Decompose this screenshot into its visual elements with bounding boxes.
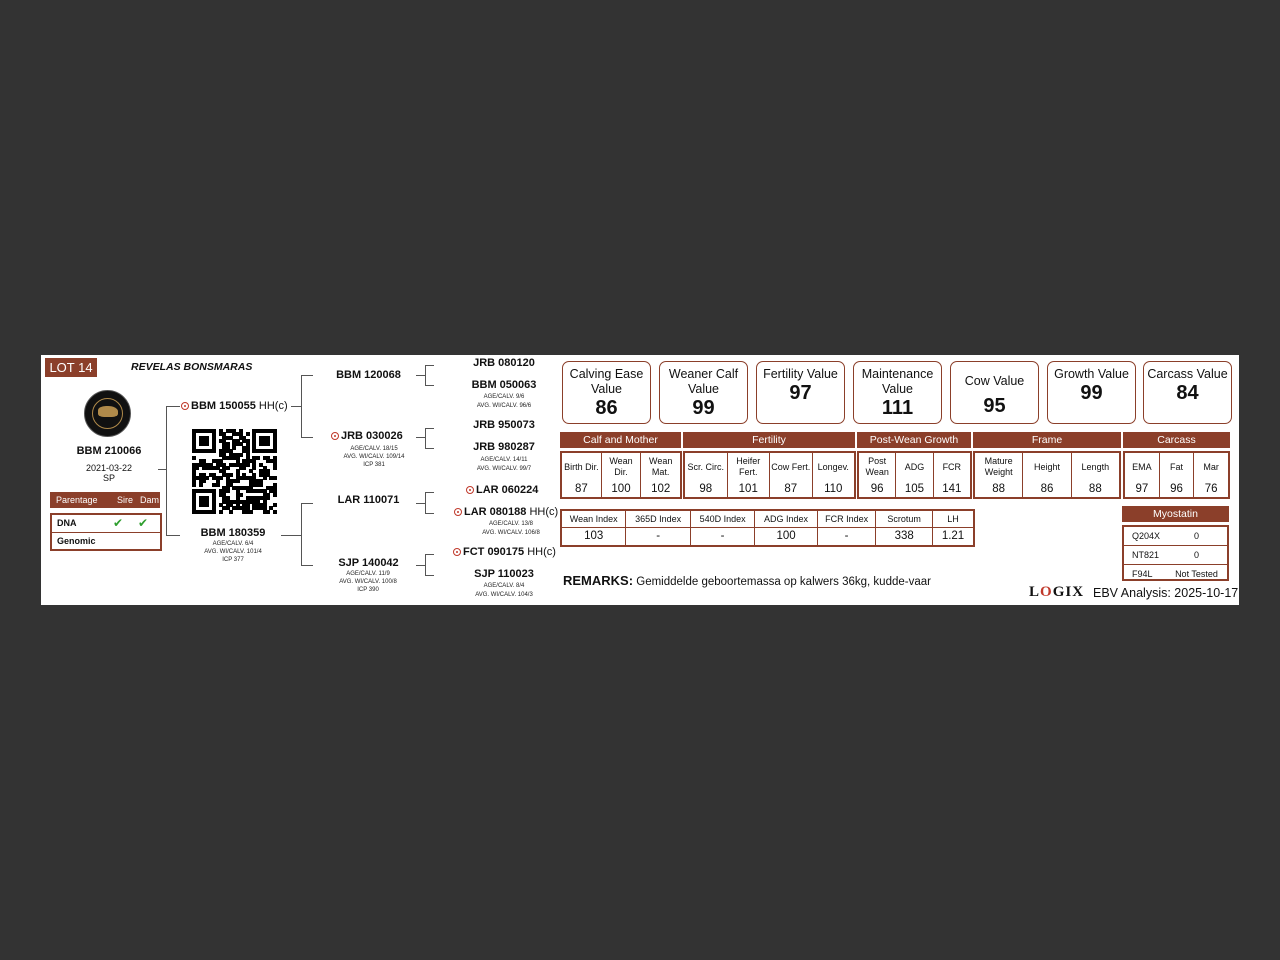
index-cell-value: - — [720, 530, 725, 542]
qr-module — [199, 483, 203, 487]
myostatin-table — [1122, 525, 1229, 581]
qr-code-icon[interactable] — [192, 429, 276, 513]
ebv-cell-value: 101 — [738, 483, 758, 495]
pedigree-connector — [425, 428, 426, 449]
ebv-cell-label: ADG — [904, 461, 925, 472]
parentage-sire-label: Sire — [117, 495, 134, 505]
section-post-wean — [857, 451, 972, 499]
qr-module — [273, 466, 277, 470]
index-cell — [933, 511, 973, 545]
ebv-cell-value: 88 — [1088, 483, 1102, 495]
myostatin-row — [1124, 565, 1227, 583]
value-box-value: 95 — [983, 395, 1006, 417]
value-box-value: 99 — [1080, 382, 1103, 404]
ssd-id[interactable]: BBM 050063 — [471, 379, 537, 391]
value-box — [950, 361, 1039, 424]
pedigree-connector — [291, 406, 301, 407]
qr-module — [229, 510, 233, 514]
ebv-cell-value: 110 — [824, 483, 843, 495]
pedigree-connector — [425, 448, 434, 449]
dam-sire-id[interactable]: LAR 110071 — [337, 494, 400, 506]
brand-rest: GIX — [1052, 584, 1085, 600]
value-box-label: Calving Ease Value — [569, 367, 644, 396]
breed-code: SP — [102, 473, 115, 483]
sire-id: BBM 150055 — [191, 400, 256, 412]
qr-module — [212, 449, 216, 453]
ebv-cell-label: Birth Dir. — [564, 461, 599, 472]
ebv-cell-label: Scr. Circ. — [687, 461, 724, 472]
index-cell — [818, 511, 877, 545]
ebv-cell-value: 87 — [574, 483, 588, 495]
ebv-cell-value: 100 — [611, 483, 631, 495]
dam-dam-icp: ICP 390 — [357, 587, 379, 593]
pedigree-connector — [425, 492, 426, 514]
index-cell-label: Scrotum — [876, 511, 932, 528]
section-fertility-title: Fertility — [683, 432, 855, 448]
index-cell-label: 365D Index — [626, 511, 689, 528]
qr-module — [205, 503, 209, 507]
qr-module — [236, 479, 240, 483]
myostatin-key: Q204X — [1132, 531, 1161, 541]
sire-dam-icp: ICP 381 — [363, 462, 385, 468]
value-box — [853, 361, 942, 424]
ebv-cell-value: 141 — [942, 483, 962, 495]
lot-card — [41, 355, 1239, 605]
qr-module — [249, 510, 253, 514]
ddd-id[interactable]: SJP 110023 — [474, 568, 534, 580]
remarks — [563, 572, 933, 591]
index-cell-label: FCR Index — [818, 511, 876, 528]
ebv-cell-label: EMA — [1132, 461, 1152, 472]
ebv-cell — [641, 453, 680, 497]
ebv-cell-label: Fat — [1170, 461, 1184, 472]
section-fertility — [683, 451, 856, 499]
pedigree-connector — [301, 503, 302, 566]
ebv-cell-label: Longev. — [817, 461, 849, 472]
sdd-age: AGE/CALV. 14/11 — [480, 457, 528, 463]
section-calf-mother-title: Calf and Mother — [560, 432, 681, 448]
myostatin-key: NT821 — [1132, 550, 1160, 560]
ebv-cell-label: Cow Fert. — [771, 461, 811, 472]
section-calf-mother — [560, 451, 682, 499]
section-frame-title: Frame — [973, 432, 1121, 448]
qr-module — [212, 510, 216, 514]
sds-id[interactable]: JRB 950073 — [473, 419, 535, 431]
pedigree-connector — [416, 375, 425, 376]
value-box — [562, 361, 651, 424]
ebv-cell-value: 98 — [699, 483, 713, 495]
ebv-cell-label: Wean Mat. — [649, 456, 673, 477]
index-cell-label: 540D Index — [691, 511, 754, 528]
value-box-value: 97 — [789, 382, 812, 404]
index-cell-value: - — [844, 530, 849, 542]
sire-dam-id: JRB 030026 — [341, 430, 403, 442]
index-cell — [562, 511, 626, 545]
qr-module — [273, 476, 277, 480]
parentage-row-label: DNA — [57, 518, 77, 528]
target-icon — [453, 548, 461, 556]
pedigree-connector — [425, 554, 434, 555]
ssd-weight: AVG. WI/CALV. 96/6 — [476, 403, 532, 409]
sdd-id[interactable]: JRB 980287 — [473, 441, 535, 453]
parentage-row-genomic — [52, 533, 160, 549]
ebv-cell — [975, 453, 1023, 497]
qr-module — [192, 483, 196, 487]
index-cell-value: 1.21 — [941, 530, 965, 542]
value-box-label: Growth Value — [1054, 367, 1129, 381]
value-box — [659, 361, 748, 424]
ebv-cell-value: 96 — [870, 483, 884, 495]
myostatin-value: 0 — [1193, 531, 1199, 541]
value-box-value: 84 — [1176, 382, 1199, 404]
qr-module — [219, 510, 223, 514]
qr-module — [266, 510, 270, 514]
dam-weight: AVG. WI/CALV. 101/4 — [204, 549, 262, 555]
ebv-cell — [934, 453, 970, 497]
pedigree-connector — [166, 406, 180, 407]
ebv-cell-label: Length — [1081, 461, 1110, 472]
ebv-cell-value: 87 — [784, 483, 798, 495]
index-cell — [691, 511, 755, 545]
pedigree-connector — [301, 565, 313, 566]
ebv-cell — [1072, 453, 1119, 497]
sss-id[interactable]: JRB 080120 — [473, 357, 535, 369]
ebv-cell — [859, 453, 896, 497]
ebv-cell — [770, 453, 813, 497]
qr-module — [242, 466, 246, 470]
ebv-cell — [813, 453, 855, 497]
ebv-cell — [602, 453, 642, 497]
dss-id: LAR 060224 — [476, 484, 539, 496]
bull-logo-shape — [98, 406, 118, 417]
pedigree-connector — [301, 503, 313, 504]
pedigree-connector — [425, 492, 434, 493]
ebv-cell — [685, 453, 728, 497]
ebv-cell-label: FCR — [942, 461, 962, 472]
dsd-age: AGE/CALV. 13/8 — [488, 521, 534, 527]
pedigree-connector — [166, 535, 180, 536]
value-box-value: 86 — [595, 397, 618, 419]
pedigree-connector — [281, 535, 301, 536]
remarks-label: REMARKS: — [563, 573, 634, 588]
index-cell-label: Wean Index — [562, 511, 625, 528]
pedigree-connector — [425, 575, 434, 576]
qr-module — [259, 483, 263, 487]
qr-module — [273, 449, 277, 453]
section-post-wean-title: Post-Wean Growth — [857, 432, 971, 448]
check-icon: ✔ — [138, 516, 149, 530]
qr-module — [273, 493, 277, 497]
qr-module — [205, 442, 209, 446]
sire-dam-age: AGE/CALV. 18/15 — [350, 446, 398, 452]
ebv-cell-value: 105 — [904, 483, 925, 495]
section-carcass-title: Carcass — [1123, 432, 1230, 448]
myostatin-row — [1124, 527, 1227, 546]
ebv-cell — [728, 453, 771, 497]
parentage-row-label: Genomic — [57, 536, 96, 546]
ssd-age: AGE/CALV. 9/6 — [483, 394, 525, 400]
pedigree-connector — [301, 375, 313, 376]
dss[interactable] — [466, 484, 538, 496]
target-icon — [466, 486, 474, 494]
brand-l: L — [1029, 584, 1041, 600]
farm-name: REVELAS BONSMARAS — [131, 361, 253, 373]
ebv-cell — [896, 453, 933, 497]
value-box-label: Fertility Value — [763, 367, 838, 381]
ebv-cell — [1125, 453, 1160, 497]
parentage-dam-label: Dam — [140, 495, 160, 505]
ebv-cell-value: 97 — [1135, 483, 1149, 495]
dsd-id: LAR 080188 — [464, 506, 527, 518]
value-box-label: Weaner Calf Value — [668, 367, 739, 396]
index-cell — [626, 511, 690, 545]
value-box — [1143, 361, 1232, 424]
sire-sire-id[interactable]: BBM 120068 — [336, 369, 401, 381]
dam-icp: ICP 377 — [222, 557, 244, 563]
index-cell-label: LH — [933, 511, 973, 528]
ebv-cell-label: Wean Dir. — [609, 456, 633, 477]
ebv-cell — [1023, 453, 1071, 497]
ddd-age: AGE/CALV. 8/4 — [483, 583, 525, 589]
sire[interactable] — [181, 400, 288, 412]
dam-dam-age: AGE/CALV. 11/9 — [346, 571, 390, 577]
sire-dam[interactable] — [331, 430, 421, 442]
value-box-label: Maintenance Value — [861, 367, 934, 396]
ebv-cell-value: 102 — [651, 483, 671, 495]
dds-suffix: HH(c) — [527, 546, 556, 558]
animal-id: BBM 210066 — [76, 445, 142, 457]
index-cell-value: 100 — [776, 530, 796, 542]
parentage-header — [50, 492, 160, 508]
ebv-cell-value: 88 — [992, 483, 1006, 495]
pedigree-connector — [425, 365, 426, 386]
check-icon: ✔ — [113, 516, 124, 530]
ebv-cell-label: Post Wean — [865, 456, 889, 477]
ebv-cell — [562, 453, 602, 497]
ebv-cell-label: Height — [1033, 461, 1060, 472]
index-cell-label: ADG Index — [755, 511, 816, 528]
qr-module — [216, 483, 220, 487]
pedigree-connector — [425, 385, 434, 386]
ebv-cell-value: 96 — [1170, 483, 1183, 495]
pedigree-connector — [301, 437, 313, 438]
index-cell-value: - — [656, 530, 661, 542]
index-cell — [755, 511, 817, 545]
qr-module — [266, 442, 270, 446]
parentage-table — [50, 513, 162, 551]
index-cell-value: 103 — [584, 530, 604, 542]
pedigree-connector — [425, 554, 426, 576]
index-table — [560, 509, 975, 547]
sdd-weight: AVG. WI/CALV. 99/7 — [476, 466, 532, 472]
parentage-title: Parentage — [56, 495, 98, 505]
pedigree-connector — [425, 428, 434, 429]
ebv-cell — [1194, 453, 1228, 497]
farm-logo-icon — [84, 390, 131, 437]
target-icon — [454, 508, 462, 516]
myostatin-key: F94L — [1132, 569, 1153, 579]
value-box-value: 111 — [881, 397, 914, 419]
pedigree-connector — [425, 513, 434, 514]
dam-dam-id[interactable]: SJP 140042 — [338, 557, 399, 569]
ebv-cell-label: Heifer Fert. — [736, 456, 761, 477]
pedigree-connector — [416, 503, 425, 504]
ebv-analysis-date: EBV Analysis: 2025-10-17 — [1093, 586, 1239, 600]
target-icon — [181, 402, 189, 410]
value-box — [756, 361, 845, 424]
dsd[interactable] — [454, 506, 558, 518]
qr-module — [192, 456, 196, 460]
ebv-cell — [1160, 453, 1195, 497]
ebv-cell-value: 86 — [1040, 483, 1054, 495]
dam-age: AGE/CALV. 6/4 — [212, 541, 254, 547]
myostatin-value: 0 — [1193, 550, 1199, 560]
brand-o: O — [1040, 584, 1053, 600]
sire-dam-weight: AVG. WI/CALV. 109/14 — [343, 454, 405, 460]
dds-id: FCT 090175 — [463, 546, 525, 558]
myostatin-row — [1124, 546, 1227, 565]
logix-logo — [1029, 584, 1084, 601]
value-box-label: Cow Value — [964, 374, 1025, 388]
dds[interactable] — [453, 546, 556, 558]
remarks-text: Gemiddelde geboortemassa op kalwers 36kg, kudde-vaar — [636, 576, 931, 588]
pedigree-connector — [416, 565, 425, 566]
section-frame — [973, 451, 1121, 499]
ddd-weight: AVG. WI/CALV. 104/3 — [475, 592, 533, 598]
ebv-cell-label: Mature Weight — [984, 456, 1013, 477]
dsd-suffix: HH(c) — [529, 506, 559, 518]
index-cell-value: 338 — [894, 530, 914, 542]
parentage-row-dna — [52, 515, 160, 533]
target-icon — [331, 432, 339, 440]
dam-dam-weight: AVG. WI/CALV. 100/8 — [339, 579, 397, 585]
qr-module — [273, 510, 277, 514]
value-box — [1047, 361, 1136, 424]
value-box-value: 99 — [692, 397, 715, 419]
myostatin-title: Myostatin — [1122, 506, 1229, 522]
index-cell — [876, 511, 933, 545]
value-box-label: Carcass Value — [1147, 367, 1228, 381]
lot-badge: LOT 14 — [45, 358, 97, 377]
sire-suffix: HH(c) — [258, 400, 288, 412]
birth-date: 2021-03-22 — [85, 463, 133, 473]
pedigree-connector — [301, 375, 302, 438]
myostatin-value: Not Tested — [1175, 569, 1218, 579]
section-carcass — [1123, 451, 1230, 499]
pedigree-connector — [166, 406, 167, 536]
dsd-weight: AVG. WI/CALV. 106/8 — [482, 530, 540, 536]
dam-id[interactable]: BBM 180359 — [200, 527, 266, 539]
ebv-cell-label: Mar — [1203, 461, 1219, 472]
ebv-cell-value: 76 — [1204, 483, 1218, 495]
pedigree-connector — [425, 365, 434, 366]
